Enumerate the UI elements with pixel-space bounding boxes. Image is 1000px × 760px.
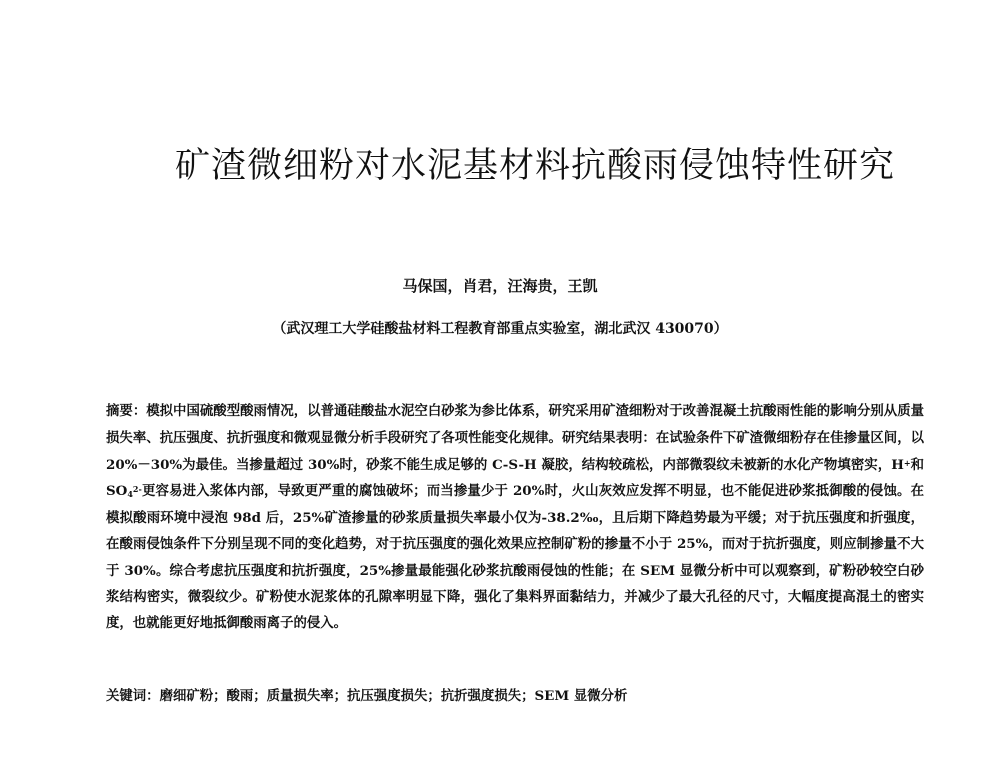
keywords [106,683,924,710]
abstract-text-part-1: 模拟中国硫酸型酸雨情况，以普通硅酸盐水泥空白砂浆为参比体系，研究采用矿渣细粉对于改善混凝土抗酸雨性能的影响分别从质量损失率、抗压强度、抗折强度和微观显微分析手段研究了各项性能变化规律。研究结果表明：在试验条件下矿渣微细粉存在佳掺量区间，以 20%－30%为最佳。当掺量超过 30%时，砂浆不能生成足够的 C-S-H 凝胶，结构较疏松，内部微裂纹未被新的水化产物填密实，H [106,403,924,473]
abstract-text-part-2: 和 SO [106,456,924,499]
keywords-label: 关键词： [106,689,160,704]
sulfate-ion-charge: 2- [132,483,142,494]
abstract-label: 摘要： [106,404,147,419]
abstract [106,398,924,637]
author-list: 马保国，肖君，汪海贵，王凯 [402,277,598,295]
abstract-text-part-3: 更容易进入浆体内部，导致更严重的腐蚀破坏；而当掺量少于 20%时，火山灰效应发挥不明显，也不能促进砂浆抵御酸的侵蚀。在模拟酸雨环境中浸泡 98d 后，25%矿渣掺量的砂浆质量损失率最小仅为-38.2‰，且后期下降趋势最为平缓；对于抗压强度和折强度，在酸雨侵蚀条件下分别呈现不同的变化趋势，对于抗压强度的强化效果应控制矿粉的掺量不小于 25%，而对于抗折强度，则应制掺量不大于 30%。综合考虑抗压强度和抗折强度，25%掺量最能强化砂浆抗酸雨侵蚀的性能；在 SEM 显微分析中可以观察到，矿粉砂较空白砂浆结构密实，微裂纹少。矿粉使水泥浆体的孔隙率明显下降，强化了集料界面黏结力，并减少了最大孔径的尺寸，大幅度提高混土的密实度，也就能更好地抵御酸雨离子的侵入。 [106,482,924,632]
author-affiliation: （武汉理工大学硅酸盐材料工程教育部重点实验室，湖北武汉 430070） [272,321,728,337]
sulfate-subscript: 4 [127,488,133,499]
keywords-text: 磨细矿粉；酸雨；质量损失率；抗压强度损失；抗折强度损失；SEM 显微分析 [159,688,628,704]
paper-title: 矿渣微细粉对水泥基材料抗酸雨侵蚀特性研究 [174,146,895,186]
hydrogen-ion-charge: + [903,457,911,468]
